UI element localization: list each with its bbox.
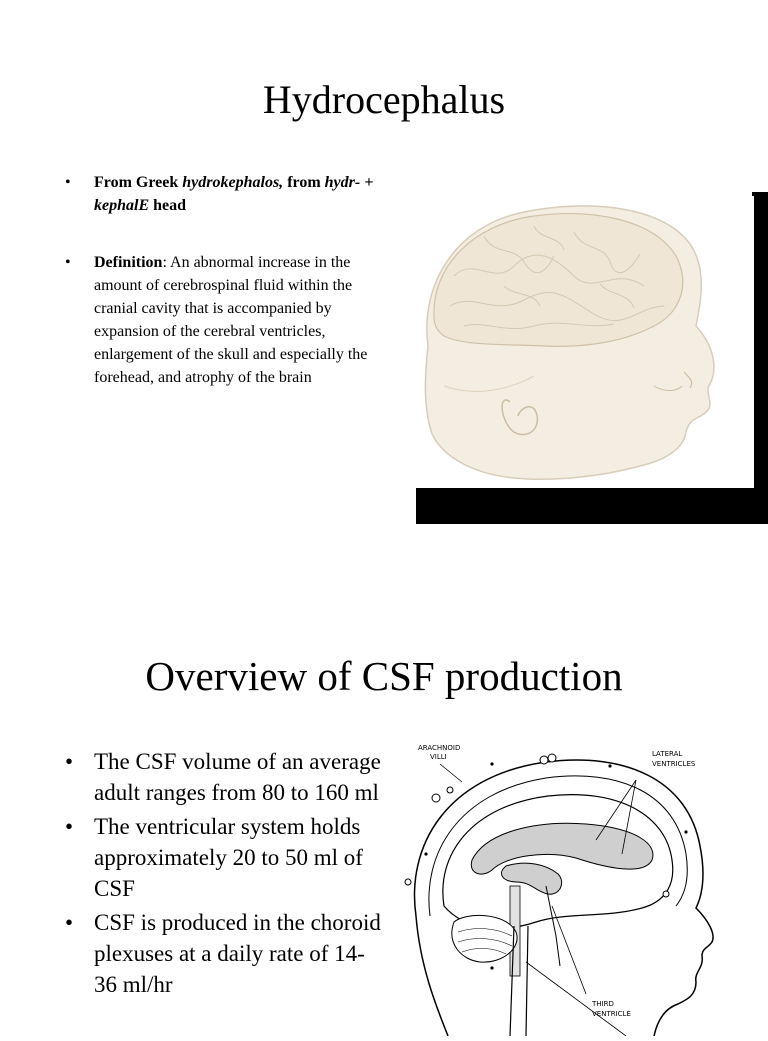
csf-flow-diagram — [396, 736, 756, 1036]
etymology-word-roots: hydr- + kephalE — [94, 174, 374, 214]
label-arachnoid-villi: ARACHNOID — [418, 744, 461, 752]
label-arachnoid-villi-2: VILLI — [430, 753, 447, 761]
frame-shadow-bottom — [416, 488, 768, 524]
label-lateral-ventricles: LATERAL — [652, 750, 683, 758]
slide-title: Overview of CSF production — [145, 653, 623, 699]
etymology-tail: head — [149, 197, 187, 214]
slide-title: Hydrocephalus — [262, 77, 506, 122]
etymology-word-hydrokephalos: hydrokephalos, — [182, 174, 284, 191]
bullet-csf-volume: • The CSF volume of an average adult ranges from 80 to 160 ml — [64, 746, 384, 808]
bullet-list — [64, 746, 384, 1003]
label-third-ventricle: THIRD — [592, 1000, 614, 1008]
bullet-ventricular-system: • The ventricular system holds approximately 20 to 50 ml of CSF — [64, 811, 384, 904]
bullet-definition — [64, 251, 384, 389]
etymology-mid: from — [283, 174, 325, 191]
label-third-ventricle-2: VENTRICLE — [592, 1010, 631, 1018]
bullet-csf-production: • CSF is produced in the choroid plexuses at a daily rate of 14-36 ml/hr — [64, 907, 384, 1000]
bullet-list — [64, 171, 384, 423]
brain-head-illustration — [414, 196, 754, 488]
frame-shadow-right — [752, 192, 768, 524]
definition-text: : An abnormal increase in the amount of cerebrospinal fluid within the cranial cavity that is accompanied by expansion of the cerebral ventricles, enlargement of the skull and especially the forehead, and atrophy of the brain — [94, 254, 368, 386]
slide-csf-overview — [0, 600, 768, 1024]
brain-head-drawing — [414, 196, 754, 488]
label-lateral-ventricles-2: VENTRICLES — [652, 760, 696, 768]
csf-diagram-drawing — [396, 736, 756, 1036]
definition-label: Definition — [94, 254, 163, 271]
bullet-etymology — [64, 171, 384, 217]
etymology-lead: From Greek — [94, 174, 183, 191]
